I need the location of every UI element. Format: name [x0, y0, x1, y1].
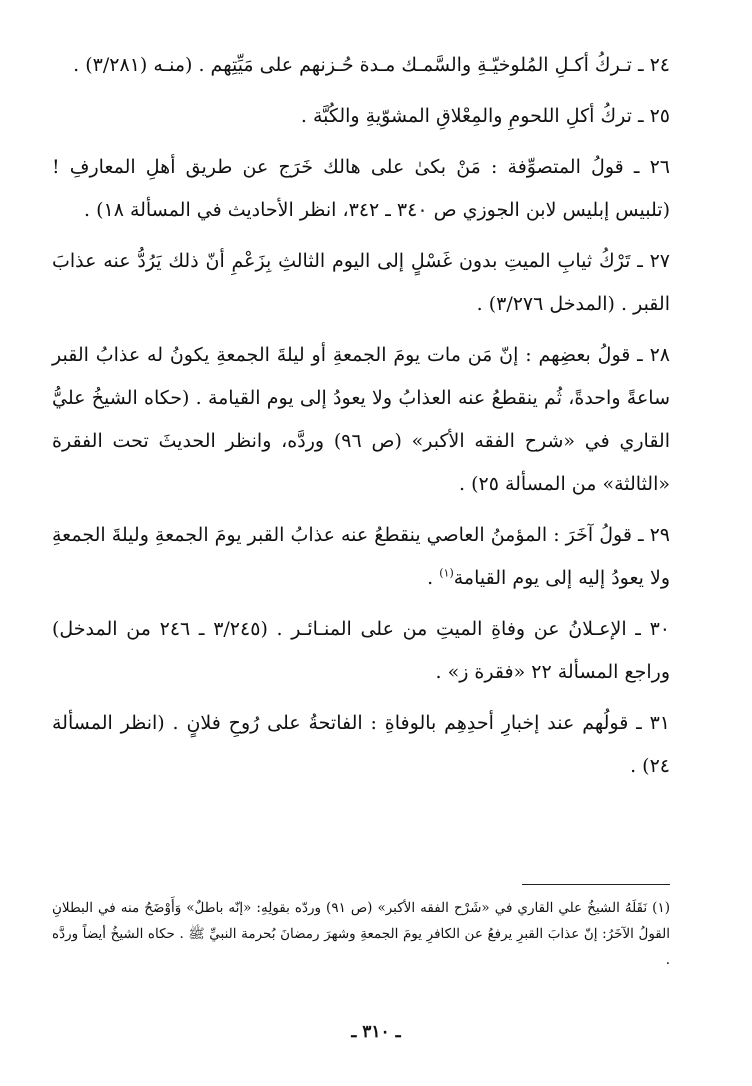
entry-26: [52, 146, 670, 232]
footnote-marker: (١): [439, 566, 454, 580]
entry-27-text: ٢٧ ـ تَرْكُ ثيابِ الميتِ بدون غَسْلٍ إلى اليوم الثالثِ بِزَعْمِ أنّ ذلك يَرُدُّ عنه عذابَ القبر . (المدخل ٣/٢٧٦) .: [52, 250, 670, 315]
entry-29: [52, 514, 670, 600]
entry-26-text: ٢٦ ـ قولُ المتصوِّفة : مَنْ بكىٰ على هالك خَرَج عن طريق أهلِ المعارفِ ! (تلبيس إبليس لابن الجوزي ص ٣٤٠ ـ ٣٤٢، انظر الأحاديث في المسألة ١٨) .: [52, 156, 670, 221]
page-number: ـ ٣١٠ ـ: [351, 1022, 401, 1042]
main-text: [52, 44, 670, 796]
entry-30: [52, 608, 670, 694]
footnote: [52, 895, 670, 973]
footnote-text: (١) نَقَلَهُ الشيخُ علي القاري في «شَرْح الفقه الأكبر» (ص ٩١) وردّه بقولِهِ: «إنّه باطلٌ» وَأَوْضَحُ منه في البطلانِ القولُ الآخَرُ: إنّ عذابَ القبرِ يرفعُ عن الكافرِ يومَ الجمعةِ وشهرَ رمضانَ بُحرمة النبيِّ ﷺ . حكاه الشيخُ أيضاً وردَّه .: [52, 900, 670, 968]
entry-25: [52, 95, 670, 138]
entry-24-text: ٢٤ ـ تـركُ أكـلِ المُلوخيّـةِ والسَّمـك مـدة حُـزنهم على مَيِّتِهم . (منـه (٣/٢٨١) .: [73, 54, 670, 76]
entry-24: [52, 44, 670, 87]
entry-30-text: ٣٠ ـ الإعـلانُ عن وفاةِ الميتِ من على المنـائـر . (٣/٢٤٥ ـ ٢٤٦ من المدخل) وراجع المسألة ٢٢ «فقرة ز» .: [52, 618, 670, 683]
footnote-divider: [522, 884, 670, 885]
entry-28: [52, 334, 670, 506]
entry-29-tail: .: [427, 567, 440, 589]
entry-31: [52, 702, 670, 788]
entry-31-text: ٣١ ـ قولُهم عند إخبارِ أحدِهِم بالوفاةِ : الفاتحةُ على رُوحِ فلانٍ . (انظر المسألة ٢٤) .: [52, 712, 670, 777]
entry-25-text: ٢٥ ـ تركُ أكلِ اللحومِ والمِعْلاقِ المشوّيةِ والكُبَّة .: [300, 105, 670, 127]
entry-28-text: ٢٨ ـ قولُ بعضِهم : إنّ مَن مات يومَ الجمعةِ أو ليلةَ الجمعةِ يكونُ له عذابُ القبر ساعةً واحدةً، ثُم ينقطعُ عنه العذابُ ولا يعودُ إلى يوم القيامة . (حكاه الشيخُ عليُّ القاري في «شرح الفقه الأكبر» (ص ٩٦) وردَّه، وانظر الحديثَ تحت الفقرة «الثالثة» من المسألة ٢٥) .: [52, 344, 671, 495]
entry-29-text: ٢٩ ـ قولُ آخَرَ : المؤمنُ العاصي ينقطعُ عنه عذابُ القبر يومَ الجمعةِ وليلةَ الجمعةِ ولا يعودُ إليه إلى يوم القيامة: [52, 524, 670, 589]
entry-27: [52, 240, 670, 326]
